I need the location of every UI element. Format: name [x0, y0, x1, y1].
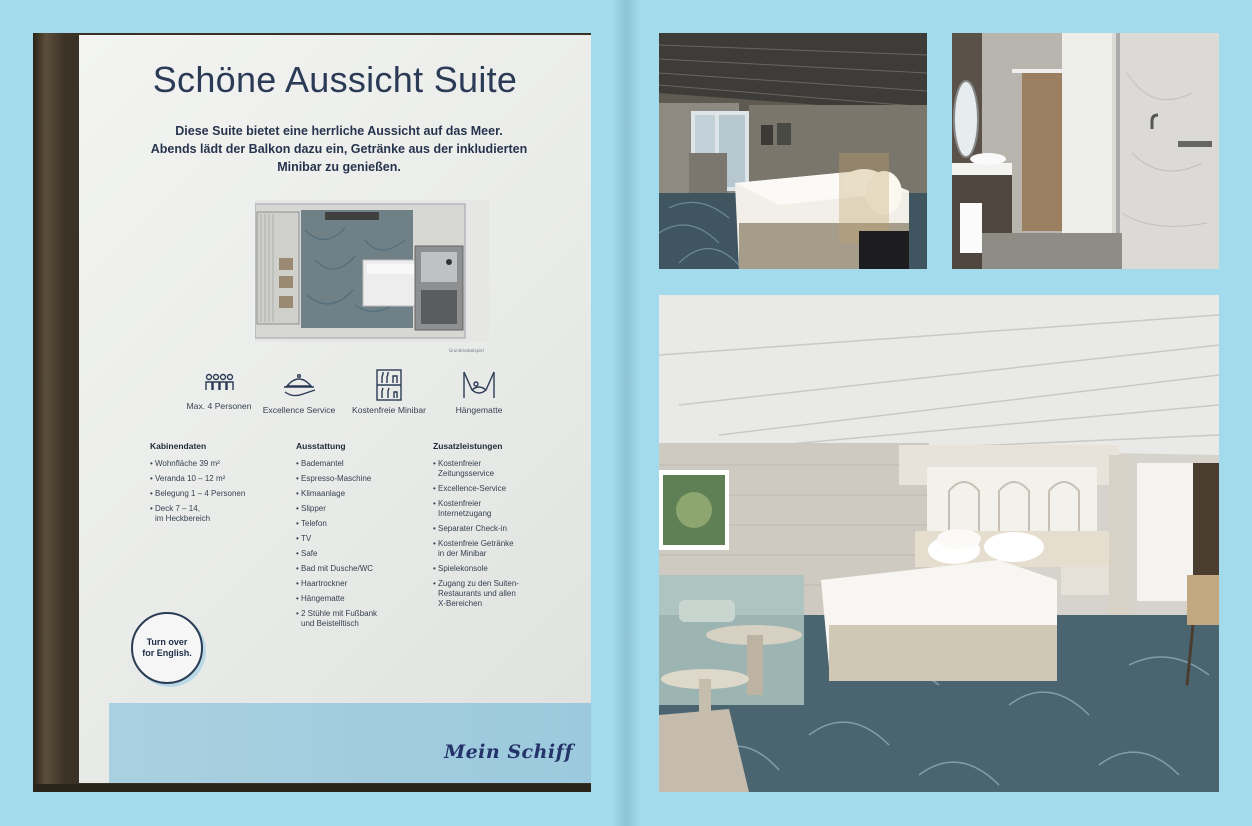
- frame-edge-bottom: [33, 784, 591, 792]
- zusatzleistungen-item: • Spielekonsole: [433, 564, 563, 574]
- floor-plan: [255, 200, 489, 342]
- feature-label-minibar: Kostenfreie Minibar: [351, 405, 427, 415]
- minibar-icon: [371, 368, 407, 402]
- kabinendaten-column: [150, 441, 270, 529]
- service-cloche-icon: [279, 368, 319, 402]
- people-icon: [201, 368, 237, 398]
- bedroom-photo: [659, 33, 927, 269]
- page-gutter: [612, 0, 640, 826]
- kabinendaten-item: • Wohnfläche 39 m²: [150, 459, 270, 469]
- brand-logo: Mein Schiff: [444, 741, 573, 763]
- sign-intro: [119, 122, 559, 176]
- intro-line-2: Abends lädt der Balkon dazu ein, Getränke aus der inkludierten: [150, 142, 528, 156]
- ausstattung-title: Ausstattung: [296, 441, 346, 451]
- sign-footer-band: [109, 703, 591, 783]
- plan-caption: Grundrissbeispiel: [449, 348, 484, 353]
- kabinendaten-item: • Deck 7 – 14, im Heckbereich: [150, 504, 270, 524]
- zusatzleistungen-title: Zusatzleistungen: [433, 441, 503, 451]
- kabinendaten-title: Kabinendaten: [150, 441, 207, 451]
- suite-interior-photo: [659, 295, 1219, 792]
- feature-hammock: [431, 368, 527, 415]
- suite-sign: [79, 35, 591, 783]
- feature-minibar: [341, 368, 437, 415]
- ausstattung-item: • Telefon: [296, 519, 416, 529]
- zusatzleistungen-item: • Kostenfreier Internetzugang: [433, 499, 563, 519]
- ausstattung-item: • Espresso-Maschine: [296, 474, 416, 484]
- feature-label-service: Excellence Service: [262, 405, 336, 415]
- ausstattung-item: • 2 Stühle mit Fußbank und Beistelltisch: [296, 609, 416, 629]
- frame-edge: [33, 33, 65, 792]
- turn-over-badge: Turn over for English.: [131, 612, 203, 684]
- ausstattung-item: • Safe: [296, 549, 416, 559]
- ausstattung-item: • TV: [296, 534, 416, 544]
- kabinendaten-item: • Belegung 1 – 4 Personen: [150, 489, 270, 499]
- intro-line-3: Minibar zu genießen.: [277, 160, 401, 174]
- zusatzleistungen-item: • Kostenfreier Zeitungsservice: [433, 459, 563, 479]
- feature-label-persons: Max. 4 Personen: [186, 401, 252, 411]
- ausstattung-item: • Slipper: [296, 504, 416, 514]
- intro-line-1: Diese Suite bietet eine herrliche Aussicht auf das Meer.: [175, 124, 503, 138]
- ausstattung-column: [296, 441, 416, 634]
- hammock-icon: [460, 368, 498, 402]
- zusatzleistungen-item: • Zugang zu den Suiten- Restaurants und allen X-Bereichen: [433, 579, 563, 609]
- ausstattung-item: • Haartrockner: [296, 579, 416, 589]
- ausstattung-item: • Klimaanlage: [296, 489, 416, 499]
- feature-excellence-service: [251, 368, 347, 415]
- ausstattung-item: • Bad mit Dusche/WC: [296, 564, 416, 574]
- zusatzleistungen-item: • Kostenfreie Getränke in der Minibar: [433, 539, 563, 559]
- features-row: [79, 368, 591, 428]
- zusatzleistungen-item: • Separater Check-in: [433, 524, 563, 534]
- sign-title: Schöne Aussicht Suite: [152, 59, 518, 100]
- zusatzleistungen-item: • Excellence-Service: [433, 484, 563, 494]
- zusatzleistungen-column: [433, 441, 563, 614]
- kabinendaten-item: • Veranda 10 – 12 m²: [150, 474, 270, 484]
- bathroom-photo: [952, 33, 1219, 269]
- ausstattung-item: • Bademantel: [296, 459, 416, 469]
- ausstattung-item: • Hängematte: [296, 594, 416, 604]
- suite-sign-photo: [33, 33, 591, 792]
- feature-label-hammock: Hängematte: [455, 405, 503, 415]
